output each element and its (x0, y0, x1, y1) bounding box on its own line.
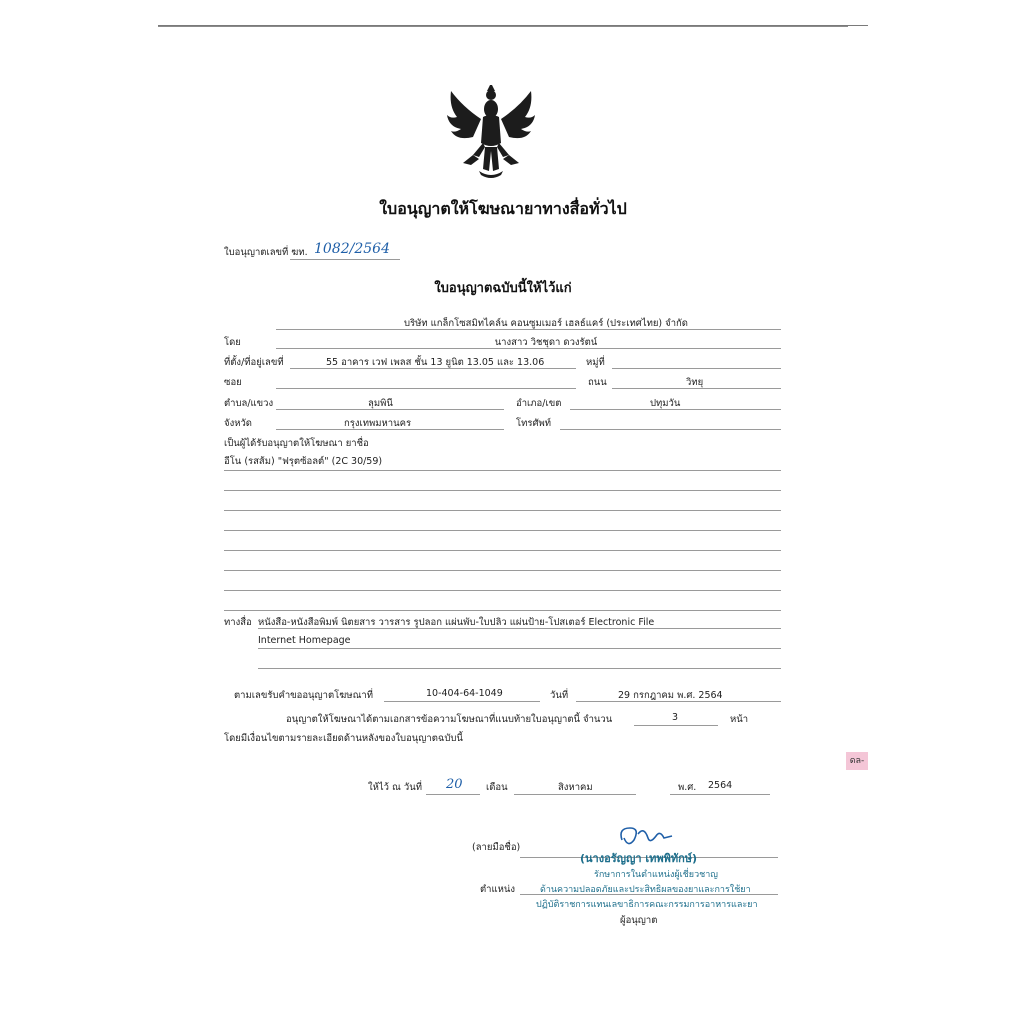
address-line (290, 368, 576, 369)
blank-line (224, 530, 781, 531)
media-line-1 (258, 628, 781, 629)
position-label: ตำแหน่ง (480, 884, 516, 895)
signature-mark-icon (614, 822, 694, 852)
media-value-1: หนังสือ-หนังสือพิมพ์ นิตยสาร วารสาร รูปลอก แผ่นพับ-ใบปลิว แผ่นป้าย-โปสเตอร์ Electronic File (258, 617, 655, 628)
pages-unit: หน้า (730, 714, 749, 725)
by-value: นางสาว วิชชุดา ดวงรัตน์ (494, 337, 598, 348)
license-no-label: ใบอนุญาตเลขที่ ฆท. (224, 247, 308, 258)
blank-line (224, 510, 781, 511)
position-line-3: ปฏิบัติราชการแทนเลขาธิการคณะกรรมการอาหารและยา (536, 900, 758, 910)
province-value: กรุงเทพมหานคร (344, 418, 412, 429)
given-on-label: ให้ไว้ ณ วันที่ (368, 782, 422, 793)
blank-line (224, 550, 781, 551)
side-tab-marker: ดล- (846, 752, 868, 770)
year-line (670, 794, 770, 795)
month-line (514, 794, 636, 795)
blank-line (224, 490, 781, 491)
given-day-value: 20 (446, 777, 463, 792)
signature-label: (ลายมือชื่อ) (472, 842, 521, 853)
subdistrict-line (276, 409, 504, 410)
road-value: วิทยุ (686, 377, 704, 388)
license-no-line (290, 259, 400, 260)
request-no-label: ตามเลขรับคำขออนุญาตโฆษณาที่ (234, 690, 373, 701)
position-line-1: รักษาการในตำแหน่งผู้เชี่ยวชาญ (594, 870, 718, 880)
province-line (276, 429, 504, 430)
soi-line (276, 388, 576, 389)
year-value: 2564 (708, 780, 733, 791)
drug-name: อีโน (รสส้ม) "ฟรุตซ้อลต์" (2C 30/59) (224, 456, 383, 467)
pages-value: 3 (672, 712, 679, 723)
province-label: จังหวัด (224, 418, 252, 429)
garuda-emblem-icon (443, 85, 539, 181)
licensor-label: ผู้อนุญาต (620, 915, 658, 926)
given-to-heading: ใบอนุญาตฉบับนี้ให้ไว้แก่ (434, 281, 572, 296)
media-line-3 (258, 668, 781, 669)
address-value: 55 อาคาร เวฟ เพลส ชั้น 13 ยูนิต 13.05 และ 13.06 (326, 357, 545, 368)
license-no-value: 1082/2564 (314, 241, 390, 257)
media-label: ทางสื่อ (224, 617, 252, 628)
district-value: ปทุมวัน (650, 398, 681, 409)
month-label: เดือน (486, 782, 508, 793)
position-line-2: ด้านความปลอดภัยและประสิทธิผลของยาและการใช้ยา (540, 885, 751, 895)
media-line-2 (258, 648, 781, 649)
position-line (520, 894, 778, 895)
phone-line (560, 429, 781, 430)
license-document (158, 26, 848, 1017)
subdistrict-value: ลุมพินี (368, 398, 393, 409)
soi-label: ซอย (224, 377, 242, 388)
road-label: ถนน (588, 377, 607, 388)
request-date-value: 29 กรกฎาคม พ.ศ. 2564 (618, 690, 723, 701)
year-label: พ.ศ. (678, 782, 697, 793)
blank-line (224, 610, 781, 611)
moo-line (612, 368, 781, 369)
district-line (570, 409, 781, 410)
road-line (612, 388, 781, 389)
district-label: อำเภอ/เขต (516, 398, 562, 409)
signer-name: (นางอรัญญา เทพพิทักษ์) (580, 852, 698, 865)
licensee-label: เป็นผู้ได้รับอนุญาตให้โฆษณา ยาชื่อ (224, 438, 369, 449)
media-value-2: Internet Homepage (258, 635, 351, 646)
by-label: โดย (224, 337, 241, 348)
request-no-value: 10-404-64-1049 (426, 688, 503, 699)
request-date-label: วันที่ (550, 690, 569, 701)
conditions-text: โดยมีเงื่อนไขตามรายละเอียดด้านหลังของใบอนุญาตฉบับนี้ (224, 733, 463, 744)
request-no-line (384, 701, 540, 702)
phone-label: โทรศัพท์ (516, 418, 552, 429)
company-line (276, 329, 781, 330)
address-label: ที่ตั้ง/ที่อยู่เลขที่ (224, 357, 284, 368)
subdistrict-label: ตำบล/แขวง (224, 398, 274, 409)
moo-label: หมู่ที่ (586, 357, 605, 368)
blank-line (224, 570, 781, 571)
request-date-line (576, 701, 781, 702)
by-line (276, 348, 781, 349)
pages-text: อนุญาตให้โฆษณาได้ตามเอกสารข้อความโฆษณาที่แนบท้ายใบอนุญาตนี้ จำนวน (286, 714, 613, 725)
document-title: ใบอนุญาตให้โฆษณายาทางสื่อทั่วไป (379, 199, 627, 218)
company-name: บริษัท แกล็กโซสมิทไคล์น คอนซูมเมอร์ เฮลธ์แคร์ (ประเทศไทย) จำกัด (404, 318, 688, 329)
drug-line-1 (224, 470, 781, 471)
month-value: สิงหาคม (558, 782, 593, 793)
pages-line (634, 725, 718, 726)
given-day-line (426, 794, 480, 795)
blank-line (224, 590, 781, 591)
